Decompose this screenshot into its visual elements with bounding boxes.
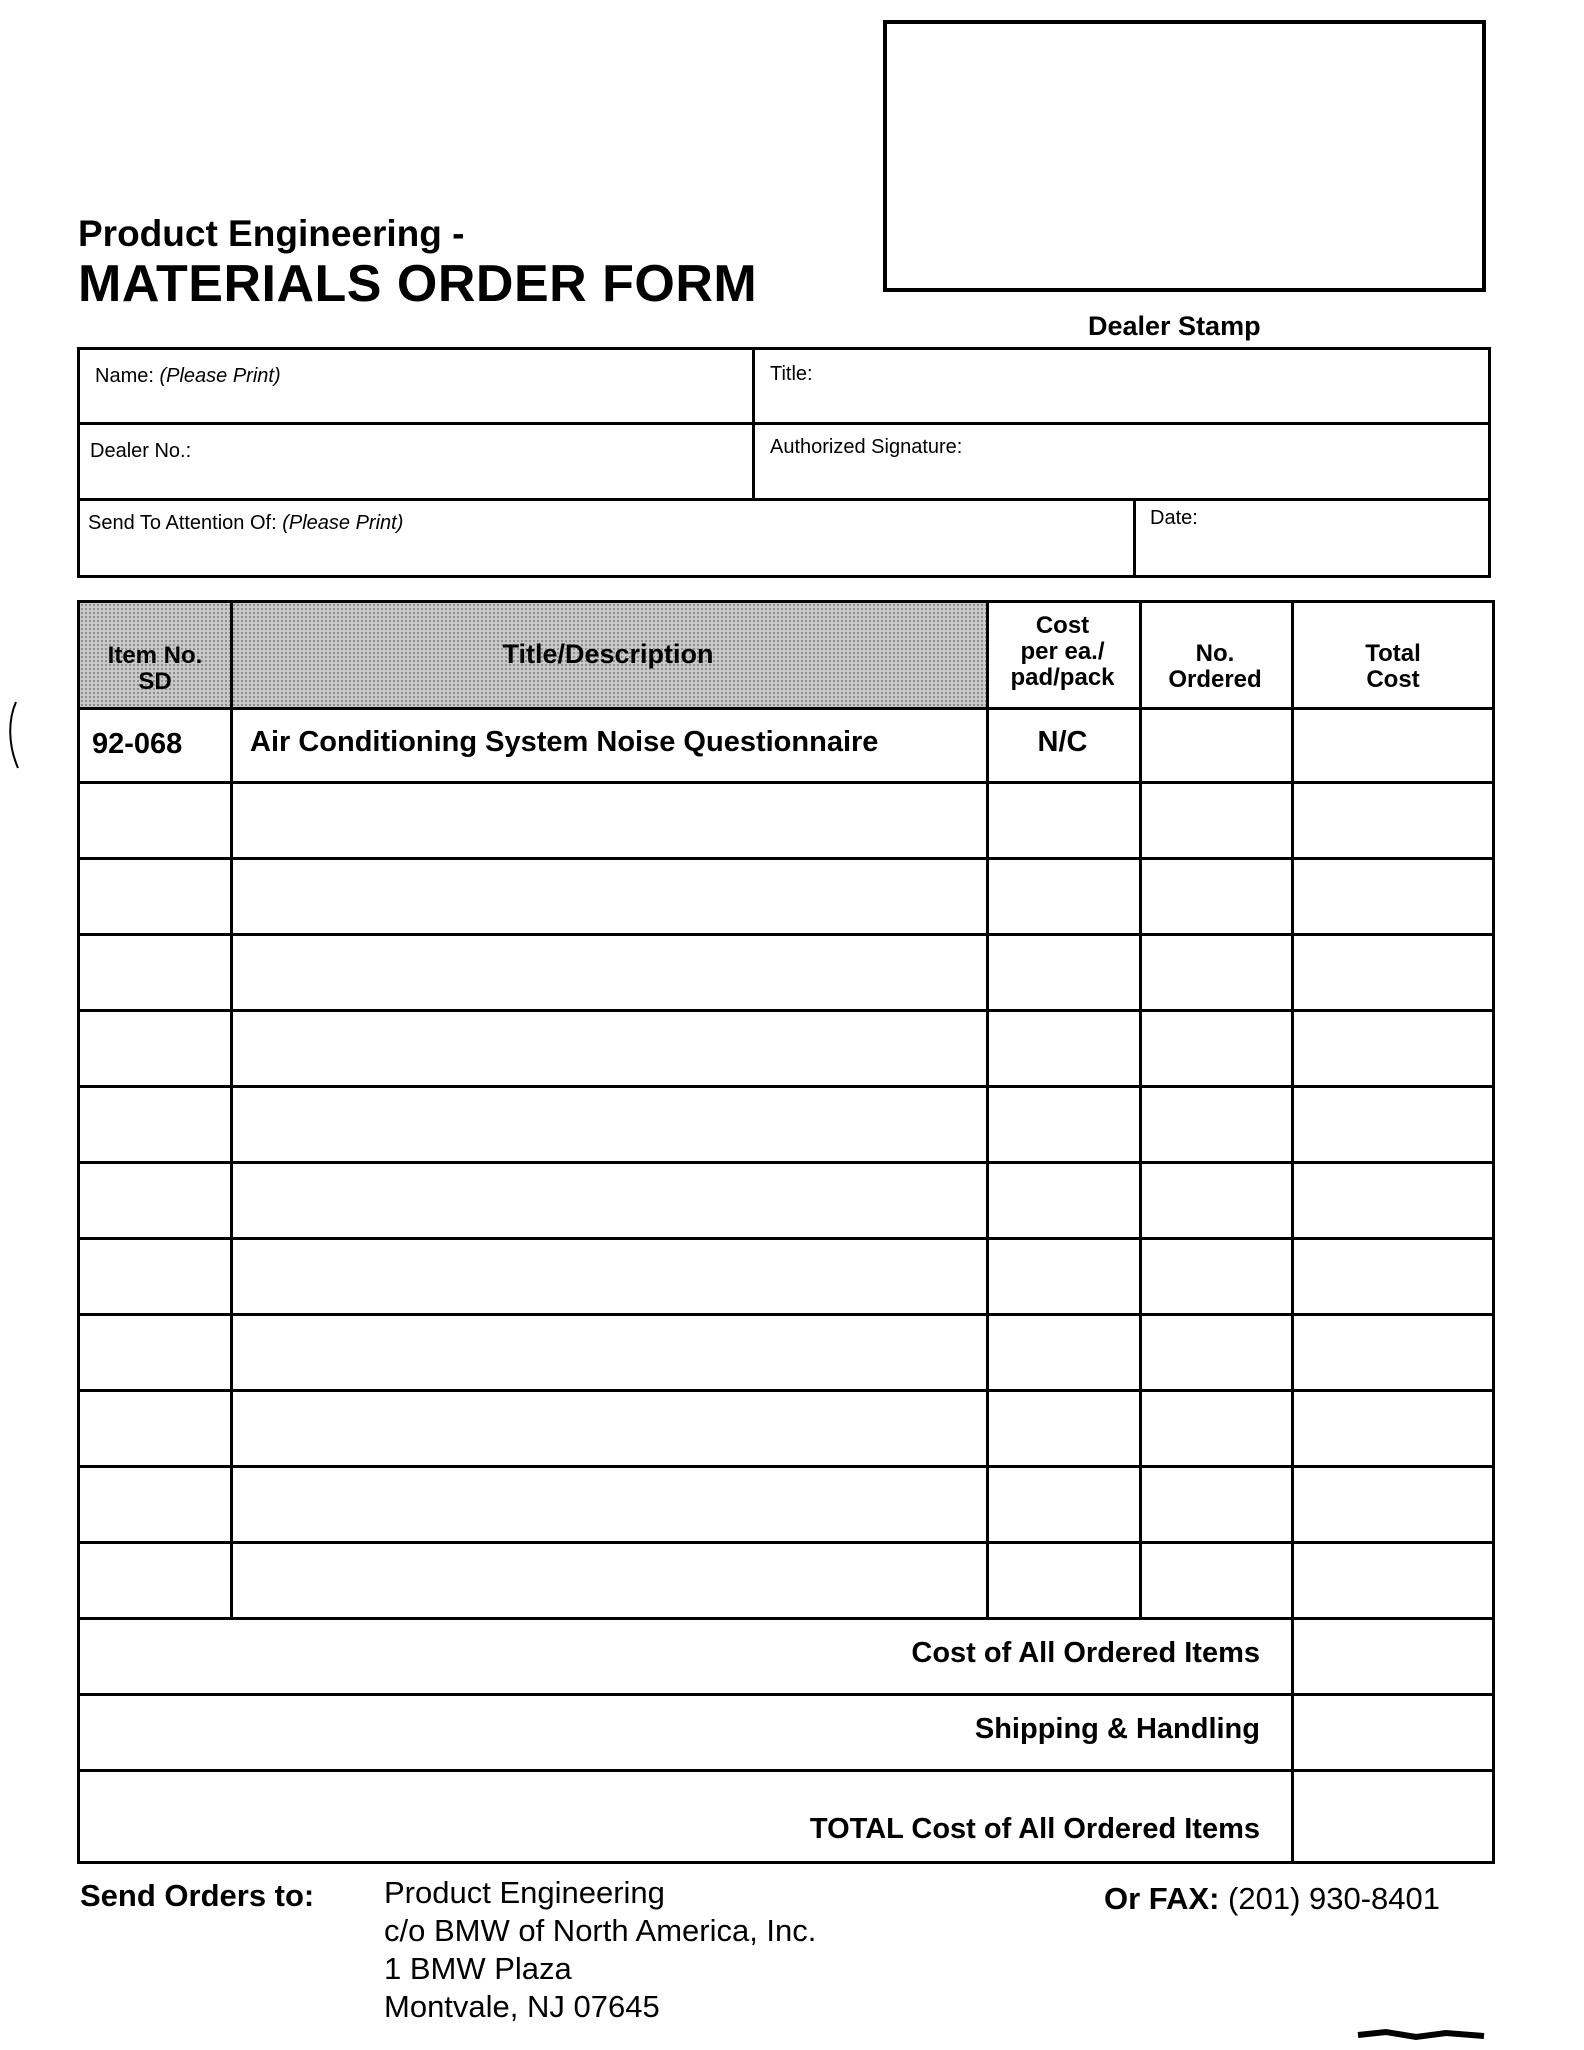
send-attention-label: Send To Attention Of: [88,512,277,534]
header-title-description: Title/Description [502,639,714,669]
description-cell: Air Conditioning System Noise Questionnaire [250,726,879,758]
address-line: Product Engineering [384,1875,665,1910]
send-orders-label: Send Orders to: [80,1878,315,1913]
dealer-stamp-box [883,20,1486,292]
name-field[interactable] [95,365,281,388]
send-attention-field[interactable] [88,512,403,535]
dealer-no-field[interactable] [90,440,191,463]
date-field[interactable] [1150,507,1198,530]
dealer-info-block [77,347,1491,578]
send-attention-hint: (Please Print) [282,512,404,534]
name-hint: (Please Print) [159,365,281,387]
scribble-mark [1356,2028,1486,2042]
address-line: c/o BMW of North America, Inc. [384,1913,817,1948]
fax-number: (201) 930-8401 [1228,1881,1441,1916]
fax-info [1104,1881,1440,1917]
total-cost-label: TOTAL Cost of All Ordered Items [809,1813,1260,1845]
margin-mark [4,700,24,770]
date-label: Date: [1150,507,1198,529]
item-no-cell: 92-068 [92,728,183,760]
signature-field[interactable] [770,436,962,459]
header-no-ordered: No. Ordered [1168,640,1262,693]
shipping-handling-label: Shipping & Handling [974,1713,1260,1745]
dealer-stamp-label: Dealer Stamp [1088,311,1261,341]
name-label: Name: [95,365,154,387]
address-line: 1 BMW Plaza [384,1951,572,1986]
header-item-no: Item No. SD [107,642,203,695]
fax-label: Or FAX: [1104,1881,1220,1916]
cost-all-items-label: Cost of All Ordered Items [911,1637,1260,1669]
header-total-cost: Total Cost [1365,640,1421,693]
signature-label: Authorized Signature: [770,436,963,458]
cost-cell: N/C [1037,726,1088,758]
form-subtitle: Product Engineering - [78,213,465,254]
form-title: MATERIALS ORDER FORM [78,255,758,313]
mailing-address [384,1874,816,2026]
address-line: Montvale, NJ 07645 [384,1989,660,2024]
header-cost-per: Cost per ea./ pad/pack [1010,612,1115,691]
title-field[interactable] [770,363,813,386]
dealer-no-label: Dealer No.: [90,440,192,462]
title-label: Title: [770,363,813,385]
order-table [77,600,1495,1864]
